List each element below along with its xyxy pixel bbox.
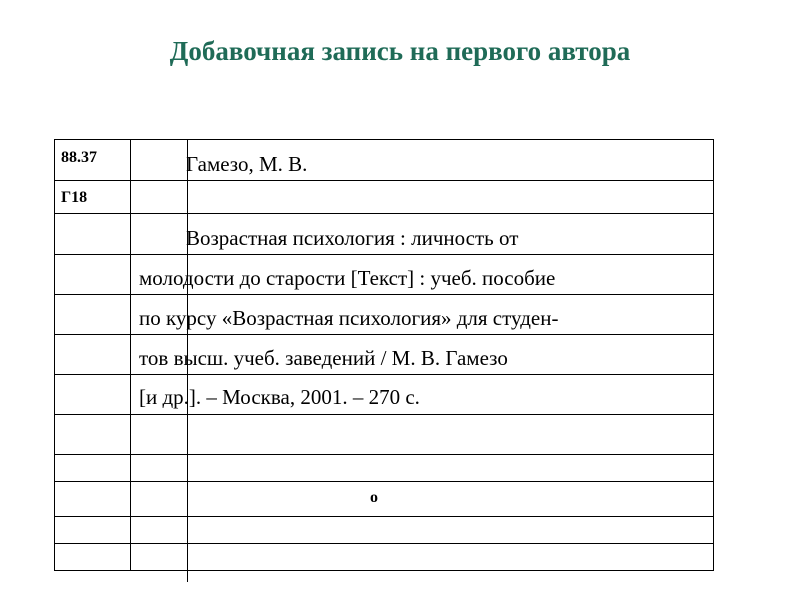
card-rule: [54, 454, 714, 455]
card-description-line: Возрастная психология : личность от: [186, 226, 519, 250]
card-description-line: тов высш. учеб. заведений / М. В. Гамезо: [139, 346, 508, 370]
card-index: 88.37: [61, 149, 97, 166]
card-rule: [54, 334, 714, 335]
card-rule: [54, 213, 714, 214]
card-rule: [54, 414, 714, 415]
card-rule: [54, 374, 714, 375]
card-rule: [54, 543, 714, 544]
card-description-line: молодости до старости [Текст] : учеб. пособие: [139, 266, 556, 290]
card-description-line: по курсу «Возрастная психология» для студен-: [139, 306, 559, 330]
card-author-mark: Г18: [61, 189, 88, 206]
card-rule: [54, 254, 714, 255]
card-margin-line: [130, 139, 131, 571]
card-heading: Гамезо, М. В.: [186, 152, 308, 176]
page-title: Добавочная запись на первого автора: [169, 36, 631, 66]
card-hole-mark: о: [370, 489, 378, 506]
card-rule: [54, 180, 714, 181]
card-description-line: [и др.]. – Москва, 2001. – 270 с.: [139, 385, 420, 409]
card-rule: [54, 294, 714, 295]
card-rule: [54, 516, 714, 517]
card-rule: [54, 481, 714, 482]
